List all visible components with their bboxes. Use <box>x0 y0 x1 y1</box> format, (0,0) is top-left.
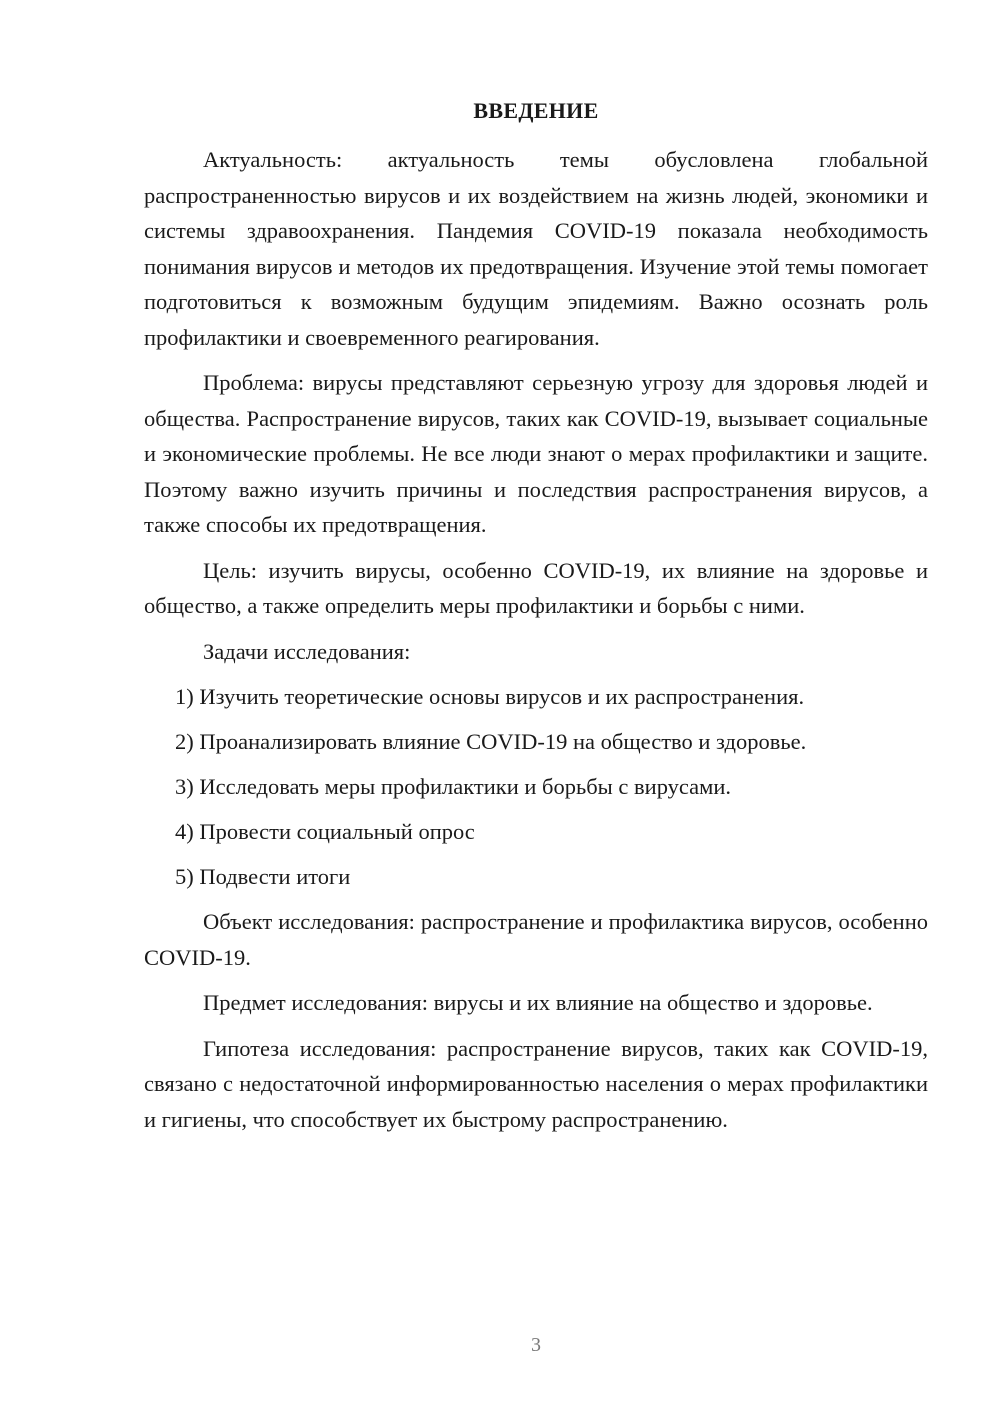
document-body <box>144 142 928 1147</box>
page-title: ВВЕДЕНИЕ <box>473 98 599 123</box>
task-item-2: 2) Проанализировать влияние COVID-19 на общество и здоровье. <box>175 729 807 754</box>
goal-paragraph: Цель: изучить вирусы, особенно COVID-19, их влияние на здоровье и общество, а также определить меры профилактики и борьбы с ними. <box>144 557 928 618</box>
tasks-label: Задачи исследования: <box>203 638 411 664</box>
task-item-3: 3) Исследовать меры профилактики и борьбы с вирусами. <box>175 774 732 799</box>
relevance-paragraph: Актуальность: актуальность темы обусловлена глобальной распространенностью вирусов и их воздействием на жизнь людей, экономики и системы здравоохранения. Пандемия COVID-19 показала необходимость понимания вирусов и методов их предотвращения. Изучение этой темы помогает подготовиться к возможным будущим эпидемиям. Важно осознать роль профилактики и своевременного реагирования. <box>144 147 928 350</box>
object-paragraph: Объект исследования: распространение и профилактика вирусов, особенно COVID-19. <box>144 909 928 970</box>
task-item-4: 4) Провести социальный опрос <box>175 819 475 844</box>
hypothesis-paragraph: Гипотеза исследования: распространение вирусов, таких как COVID-19, связано с недостаточной информированностью населения о мерах профилактики и гигиены, что способствует их быстрому распространению. <box>144 1035 928 1132</box>
subject-paragraph: Предмет исследования: вирусы и их влияние на общество и здоровье. <box>203 990 873 1015</box>
page-number: 3 <box>531 1334 541 1356</box>
problem-paragraph: Проблема: вирусы представляют серьезную угрозу для здоровья людей и общества. Распространение вирусов, таких как COVID-19, вызывает социальные и экономические проблемы. Не все люди знают о мерах профилактики и защите. Поэтому важно изучить причины и последствия распространения вирусов, а также способы их предотвращения. <box>144 370 928 537</box>
task-item-1: 1) Изучить теоретические основы вирусов и их распространения. <box>175 684 805 709</box>
task-item-5: 5) Подвести итоги <box>175 864 351 889</box>
tasks-list <box>144 679 928 895</box>
